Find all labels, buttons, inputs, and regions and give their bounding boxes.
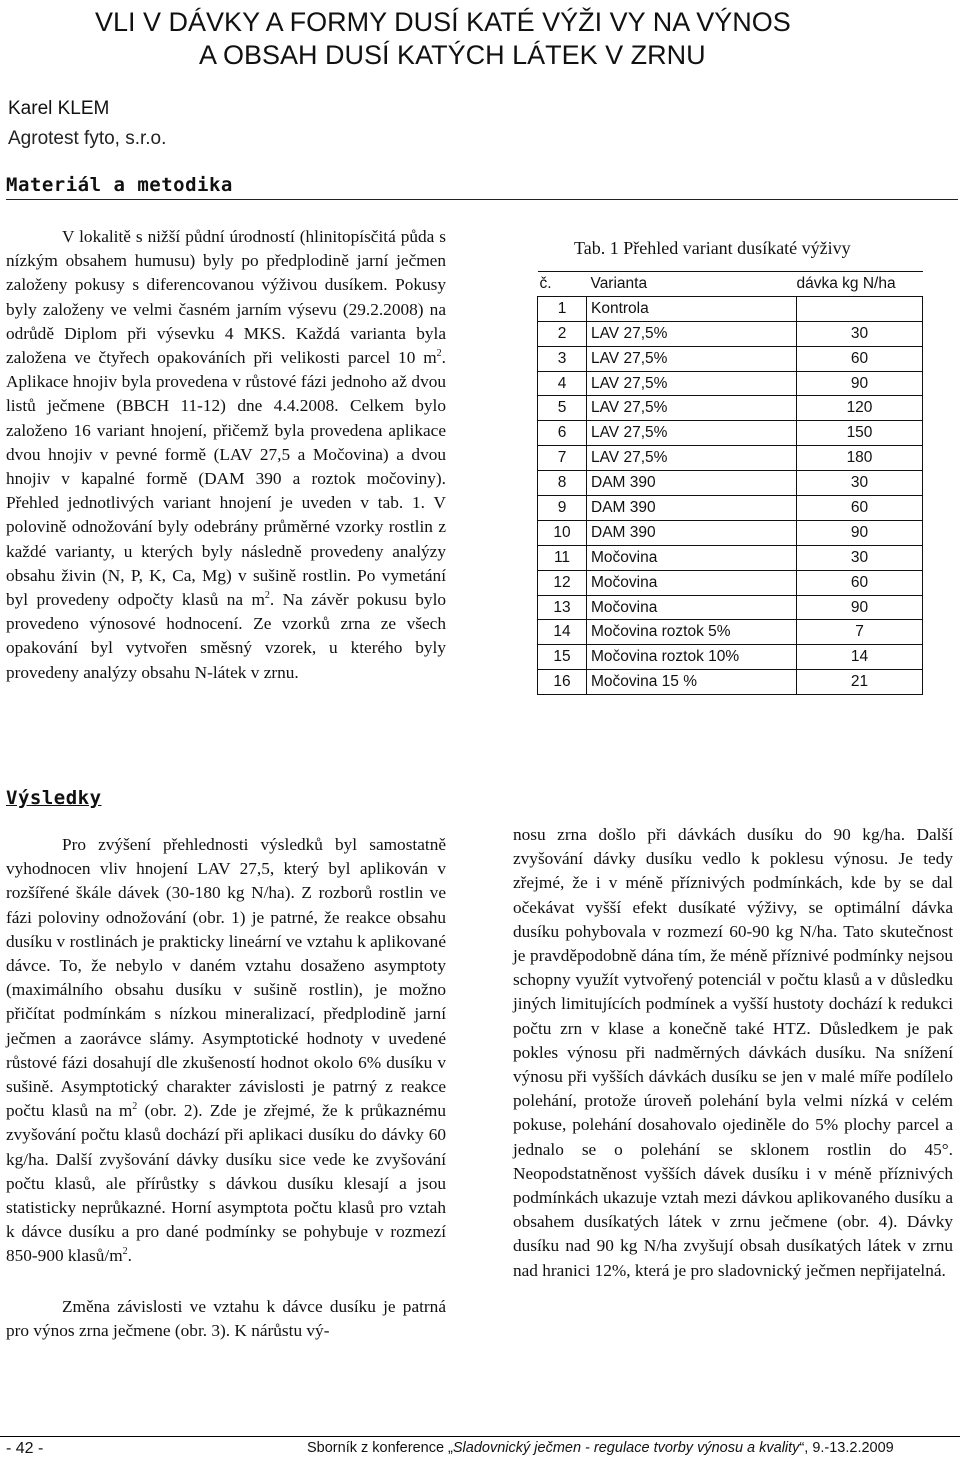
cell-dose: 180 — [797, 446, 923, 471]
methods-paragraph: V lokalitě s nižší půdní úrodností (hlinitopísčitá půda s nízkým obsahem humusu) byly po předplodině jarní ječmen založeny pokusy s diferencovanou výživou dusíkem. Pokusy byly založeny ve velmi časném jarním výsevu (29.2.2008) na odrůdě Diplom při výsevku 4 MKS. Každá varianta byla založena ve čtyřech opakováních při velikosti parcel 10 $m^2$. Aplikace hnojiv byla provedena v růstové fázi jednoho až dvou listů ječmene (BBCH 11-12) dne 4.4.2008. Celkem bylo založeno 16 variant hnojení, přičemž byla provedena aplikace dvou hnojiv v pevné formě (LAV 27,5 a Močovina) a dvou hnojiv v kapalné formě (DAM 390 a roztok močoviny). Přehled jednotlivých variant hnojení je uveden v tab. 1. V polovině odnožování byly odebrány průměrné vzorky rostlin z každé varianty, u kterých byly následně provedeny analýzy obsahu živin (N, P, K, Ca, Mg) v sušině rostlin. Po vymetání byl provedeny odpočty klasů na $m^2$. Na závěr pokusu bylo provedeno výnosové hodnocení. Ze vzorků zrna ze všech opakování byl vytvořen směsný vzorek, u kterého byly provedeny analýzy obsahu N-látek v zrnu. — [6, 227, 447, 682]
table-row — [538, 371, 923, 396]
cell-dose: 60 — [797, 496, 923, 521]
results-heading — [6, 787, 102, 809]
table-row — [538, 496, 923, 521]
cell-variant: Kontrola — [587, 296, 797, 321]
cell-variant: LAV 27,5% — [587, 346, 797, 371]
author-affiliation: Agrotest fyto, s.r.o. — [8, 128, 167, 149]
cell-number: 3 — [538, 346, 587, 371]
table-row — [538, 595, 923, 620]
cell-dose: 90 — [797, 371, 923, 396]
title-line-1: VLI V DÁVKY A FORMY DUSÍ KATÉ VÝŽI VY NA VÝNOS — [95, 7, 791, 37]
results-paragraph-2-start: Změna závislosti ve vztahu k dávce dusíku je patrná pro výnos zrna ječmene (obr. 3). K nárůstu vý- — [6, 1297, 446, 1341]
cell-number: 12 — [538, 570, 587, 595]
cell-variant: Varianta — [587, 272, 797, 297]
cell-dose: 60 — [797, 346, 923, 371]
cell-number: 5 — [538, 396, 587, 421]
cell-variant: DAM 390 — [587, 471, 797, 496]
cell-dose: 120 — [797, 396, 923, 421]
results-paragraph-2-continued: nosu zrna došlo při dávkách dusíku do 90 kg/ha. Další zvyšování dávky dusíku vedlo k poklesu výnosu. Je tedy zřejmé, že i v méně příznivých podmínkách, kde by se dal očekávat vyšší efekt dusíkaté výživy, se optimální dávka dusíku pohybovala v rozmezí 60-90 kg N/ha. Tato skutečnost je pravděpodobně dána tím, že méně příznivé podmínky nejsou schopny využít vytvořený potenciál v počtu klasů a v důsledku jiných limitujících podmínek a vyšší hustoty dochází k redukci počtu zrn v klase a konečně také HTZ. Důsledkem je pak pokles výnosu při nadměrných dávkách dusíku. Na snížení výnosu při vyšších dávkách dusíku se jen v malé míře podílelo polehání, protože úroveň polehání byla velmi nízká v celém pokuse, polehání dosahovalo ojediněle do 5% plochy parcel a jednalo se o polehání se sklonem rostlin do 45°. Neopodstatněnost vyšších dávek dusíku i v méně příznivých podmínkách ukazuje vztah mezi dávkou aplikovaného dusíku a obsahem dusíkatých látek v zrnu ječmene (obr. 4). Dávky dusíku nad 90 kg N/ha zvyšují obsah dusíkatých látek v zrnu nad hranici 12%, která je pro sladovnický ječmen nepřijatelná. — [513, 825, 953, 1280]
proceedings-source — [307, 1440, 894, 1456]
cell-variant: DAM 390 — [587, 496, 797, 521]
cell-dose: 90 — [797, 595, 923, 620]
cell-number: 6 — [538, 421, 587, 446]
results-paragraph-1: Pro zvýšení přehlednosti výsledků byl samostatně vyhodnocen vliv hnojení LAV 27,5, který byl aplikován v rozšířené škále dávek (30-180 kg N/ha). Z rozborů rostlin ve fázi poloviny odnožování (obr. 1) je patrné, že reakce obsahu dusíku v rostlinách je prakticky lineární ve vztahu k aplikované dávce. To, že nebylo v daném vztahu dosaženo asymptoty (maximálního obsahu dusíku v sušině rostlin), je možno přičítat podmínkám s nízkou mineralizací, předplodině jarní ječmen a zaorávce slámy. Asymptotické hodnoty v uvedené růstové fázi dosahují dle zkušeností hodnot okolo 6% dusíku v sušině. Asymptotický charakter závislosti je patrný z reakce počtu klasů na $m^2$ (obr. 2). Zde je zřejmé, že k průkaznému zvyšování počtu klasů dochází při aplikaci dusíku do dávky 60 kg/ha. Další zvyšování dávky dusíku sice vede ke zvyšování počtu klasů, ale přírůstky s dávkou dusíku klesají a jsou statisticky neprůkazné. Horní asymptota počtu klasů pro vztah k dávce dusíku a pro dané podmínky se pohybuje v rozmezí 850-900 klasů/$m^2$. — [6, 835, 446, 1266]
table-row — [538, 670, 923, 695]
variants-table-body — [538, 272, 923, 695]
table-row — [538, 396, 923, 421]
table-row — [538, 296, 923, 321]
cell-dose: 90 — [797, 520, 923, 545]
table-row — [538, 570, 923, 595]
cell-variant: LAV 27,5% — [587, 396, 797, 421]
cell-variant: Močovina — [587, 570, 797, 595]
cell-variant: LAV 27,5% — [587, 321, 797, 346]
cell-number: 13 — [538, 595, 587, 620]
table-row — [538, 446, 923, 471]
table-row — [538, 620, 923, 645]
results-heading-text: Výsledky — [6, 787, 102, 809]
cell-variant: Močovina — [587, 595, 797, 620]
cell-dose: 30 — [797, 321, 923, 346]
source-suffix: “, 9.-13.2.2009 — [799, 1440, 894, 1456]
cell-dose: 7 — [797, 620, 923, 645]
source-prefix: Sborník z konference „ — [307, 1440, 453, 1456]
cell-number: č. — [538, 272, 587, 297]
cell-number: 15 — [538, 645, 587, 670]
page-number: - 42 - — [6, 1440, 44, 1457]
cell-number: 16 — [538, 670, 587, 695]
table-row — [538, 545, 923, 570]
table-row — [538, 645, 923, 670]
table-caption: Tab. 1 Přehled variant dusíkaté výživy — [574, 238, 851, 258]
cell-number: 11 — [538, 545, 587, 570]
cell-variant: Močovina 15 % — [587, 670, 797, 695]
methods-heading: Materiál a metodika — [6, 174, 958, 200]
cell-variant: Močovina — [587, 545, 797, 570]
source-title: Sladovnický ječmen - regulace tvorby výnosu a kvality — [452, 1440, 800, 1456]
cell-number: 2 — [538, 321, 587, 346]
table-row — [538, 321, 923, 346]
author-name: Karel KLEM — [8, 98, 110, 119]
cell-variant: DAM 390 — [587, 520, 797, 545]
cell-dose: 21 — [797, 670, 923, 695]
cell-number: 14 — [538, 620, 587, 645]
cell-number: 9 — [538, 496, 587, 521]
cell-number: 8 — [538, 471, 587, 496]
cell-number: 4 — [538, 371, 587, 396]
cell-variant: LAV 27,5% — [587, 421, 797, 446]
cell-variant: LAV 27,5% — [587, 371, 797, 396]
cell-dose: 30 — [797, 471, 923, 496]
footer-rule — [0, 1436, 960, 1437]
cell-dose: 60 — [797, 570, 923, 595]
table-header-row — [538, 272, 923, 297]
cell-dose: dávka kg N/ha — [797, 272, 923, 297]
cell-number: 1 — [538, 296, 587, 321]
cell-dose: 150 — [797, 421, 923, 446]
cell-dose: 14 — [797, 645, 923, 670]
cell-dose — [797, 296, 923, 321]
cell-variant: LAV 27,5% — [587, 446, 797, 471]
table-row — [538, 346, 923, 371]
cell-number: 7 — [538, 446, 587, 471]
table-row — [538, 421, 923, 446]
variants-table — [537, 271, 923, 695]
paper-title — [95, 6, 895, 72]
table-row — [538, 520, 923, 545]
cell-dose: 30 — [797, 545, 923, 570]
title-line-2: A OBSAH DUSÍ KATÝCH LÁTEK V ZRNU — [199, 40, 706, 70]
cell-variant: Močovina roztok 5% — [587, 620, 797, 645]
cell-variant: Močovina roztok 10% — [587, 645, 797, 670]
cell-number: 10 — [538, 520, 587, 545]
table-row — [538, 471, 923, 496]
